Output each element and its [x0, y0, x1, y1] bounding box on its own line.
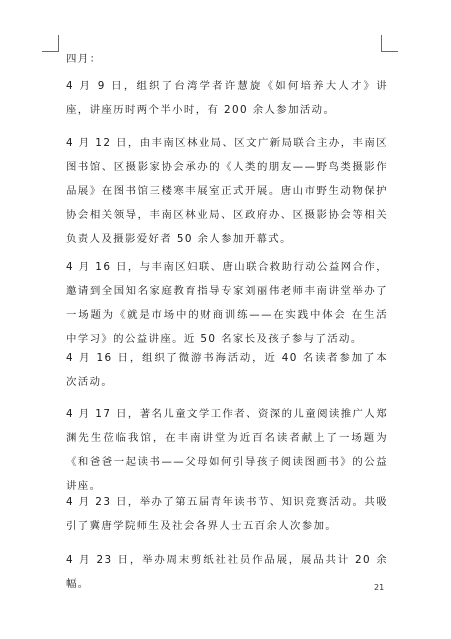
paragraph-apr-17: 4 月 17 日，著名儿童文学工作者、资深的儿童阅读推广人郑渊先生莅临我馆，在丰南讲堂为近百名读者献上了一场题为《和爸爸一起读书——父母如何引导孩子阅读图画书》的公益讲座。	[66, 408, 388, 492]
paragraph-apr-9: 4 月 9 日，组织了台湾学者许慧旋《如何培养大人才》讲座，讲座历时两个半小时，有 200 余人参加活动。	[66, 80, 388, 116]
paragraph-apr-16-lecture: 4 月 16 日，与丰南区妇联、唐山联合救助行动公益网合作，邀请到全国知名家庭教育指导专家刘丽伟老师丰南讲堂举办了一场题为《就是市场中的财商训练——在实践中体会 在生活中学习》的公益讲座。近 50 名家长及孩子参与了活动。	[66, 261, 388, 345]
page-number: 21	[374, 583, 385, 592]
paragraph-apr-16-reading: 4 月 16 日，组织了微游书海活动，近 40 名读者参加了本次活动。	[66, 352, 388, 388]
paragraph-apr-12: 4 月 12 日，由丰南区林业局、区文广新局联合主办，丰南区图书馆、区摄影家协会承办的《人类的朋友——野鸟类摄影作品展》在图书馆三楼寒丰展室正式开展。唐山市野生动物保护协会相关领导，丰南区林业局、区政府办、区摄影协会等相关负责人及摄影爱好者 50 余人参加开幕式。	[66, 137, 388, 245]
paragraph-apr-23-reading-festival: 4 月 23 日，举办了第五届青年读书节、知识竞赛活动。共吸引了冀唐学院师生及社会各界人士五百余人次参加。	[66, 496, 388, 532]
crop-mark-top-right	[381, 35, 398, 52]
paragraph-apr-23-papercut: 4 月 23 日，举办周末剪纸社社员作品展，展品共计 20 余幅。	[66, 554, 388, 590]
crop-mark-top-left	[42, 35, 59, 52]
section-heading: 四月：	[66, 53, 102, 65]
